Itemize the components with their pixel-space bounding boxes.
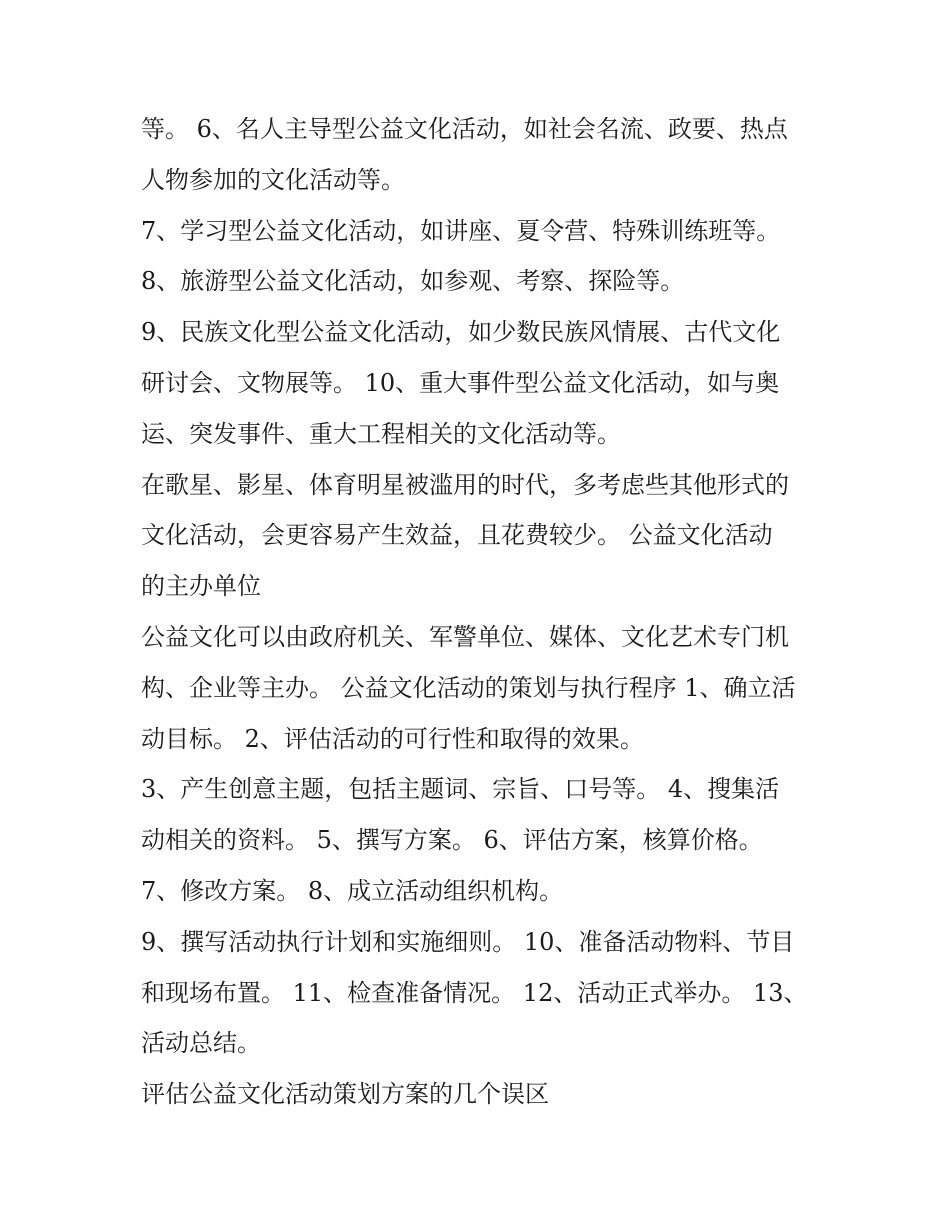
text-line: 动相关的资料。 5、撰写方案。 6、评估方案，核算价格。 — [141, 826, 763, 855]
text-line: 8、旅游型公益文化活动，如参观、考察、探险等。 — [141, 267, 685, 296]
text-line: 9、撰写活动执行计划和实施细则。 10、准备活动物料、节目 — [141, 927, 795, 956]
text-line: 活动总结。 — [141, 1029, 261, 1058]
text-line: 在歌星、影星、体育明星被滥用的时代，多考虑些其他形式的 — [141, 470, 789, 499]
text-line: 运、突发事件、重大工程相关的文化活动等。 — [141, 419, 621, 448]
text-line: 公益文化可以由政府机关、军警单位、媒体、文化艺术专门机 — [141, 622, 789, 651]
text-line: 3、产生创意主题，包括主题词、宗旨、口号等。 4、搜集活 — [141, 775, 780, 804]
text-line: 构、企业等主办。 公益文化活动的策划与执行程序 1、确立活 — [141, 673, 796, 702]
text-line: 文化活动，会更容易产生效益，且花费较少。 公益文化活动 — [141, 521, 773, 550]
text-line: 7、学习型公益文化活动，如讲座、夏令营、特殊训练班等。 — [141, 216, 781, 245]
text-line: 研讨会、文物展等。 10、重大事件型公益文化活动，如与奥 — [141, 368, 780, 397]
text-line: 人物参加的文化活动等。 — [141, 165, 405, 194]
text-line: 动目标。 2、评估活动的可行性和取得的效果。 — [141, 724, 644, 753]
text-line: 等。 6、名人主导型公益文化活动，如社会名流、政要、热点 — [141, 115, 788, 143]
section-heading: 评估公益文化活动策划方案的几个误区 — [141, 1080, 549, 1109]
text-line: 7、修改方案。 8、成立活动组织机构。 — [141, 876, 564, 905]
text-line: 和现场布置。 11、检查准备情况。 12、活动正式举办。 13、 — [141, 978, 808, 1007]
document-body — [141, 104, 821, 1120]
text-line: 9、民族文化型公益文化活动，如少数民族风情展、古代文化 — [141, 318, 781, 347]
text-line: 的主办单位 — [141, 572, 261, 601]
